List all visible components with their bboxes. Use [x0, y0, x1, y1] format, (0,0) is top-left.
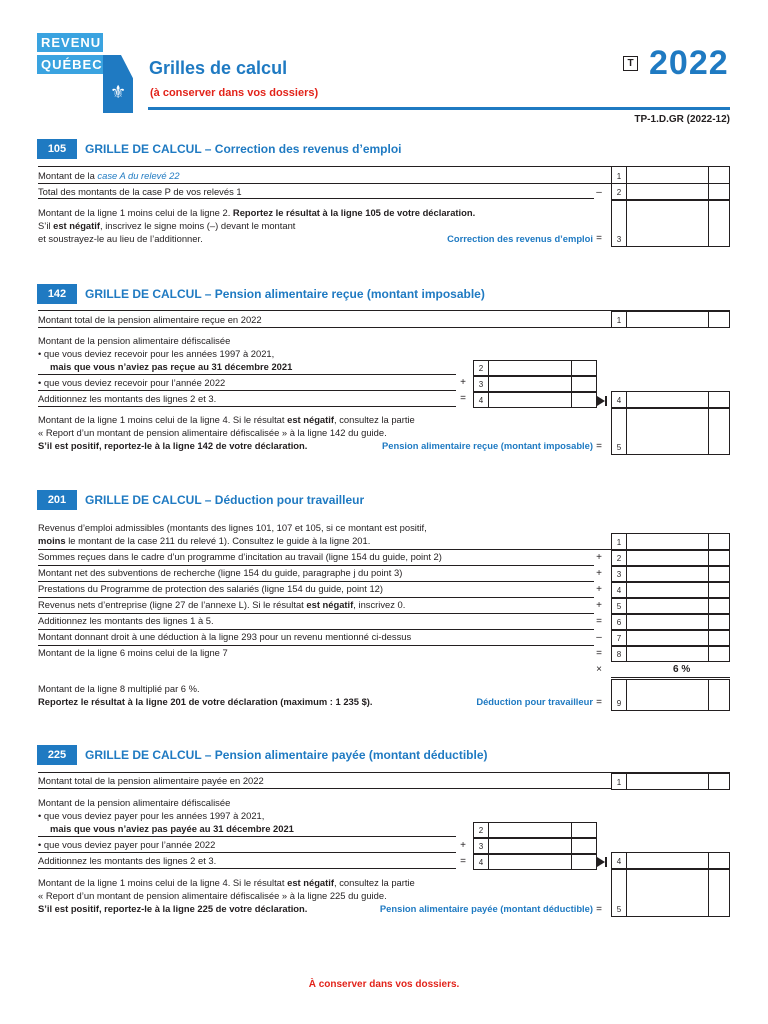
s225-line5-field[interactable]: 5	[611, 869, 730, 917]
form-code: TP-1.D.GR (2022-12)	[634, 114, 730, 125]
row-rule	[38, 374, 456, 375]
s225-line1-field[interactable]: 1	[611, 773, 730, 790]
equals-sign: =	[596, 441, 602, 452]
row-rule	[38, 788, 611, 789]
s142-line2b: mais que vous n’aviez pas reçue au 31 décembre 2021	[50, 361, 293, 372]
s225-line3-field[interactable]: 3	[473, 838, 597, 854]
rate-rule	[611, 677, 730, 678]
s201-line6-field[interactable]: 6	[611, 614, 730, 630]
logo-line1: REVENU	[37, 33, 103, 52]
s142-line1-label: Montant total de la pension alimentaire reçue en 2022	[38, 314, 262, 325]
s225-line4-label: Additionnez les montants des lignes 2 et 3.	[38, 855, 217, 866]
section-number: 142	[37, 284, 77, 304]
equals-sign: =	[460, 856, 466, 867]
arrow-bar	[605, 857, 607, 867]
equals-sign: =	[596, 697, 602, 708]
s201-line9-field[interactable]: 9	[611, 679, 730, 711]
s105-line3c: et soustrayez-le au lieu de l’additionner.	[38, 233, 203, 244]
s105-line3-result-label: Correction des revenus d’emploi	[447, 233, 593, 244]
s142-line3-label: • que vous deviez recevoir pour l’année 2022	[38, 377, 226, 388]
section-number: 225	[37, 745, 77, 765]
header-rule	[148, 107, 730, 110]
times-sign: ×	[596, 664, 602, 675]
row-rule	[38, 327, 611, 328]
form-year: 2022	[649, 44, 729, 82]
page-title: Grilles de calcul	[149, 58, 288, 78]
s225-line3-label: • que vous deviez payer pour l’année 2022	[38, 839, 216, 850]
section-142-header	[37, 284, 485, 304]
row-rule	[38, 390, 456, 391]
s201-line7-label: Montant donnant droit à une déduction à la ligne 293 pour un revenu mentionné ci-dessus	[38, 631, 412, 642]
s142-line5-field[interactable]: 5	[611, 408, 730, 455]
s201-line5-label: Revenus nets d’entreprise (ligne 27 de l’annexe L). Si le résultat est négatif, inscrivez 0.	[38, 599, 406, 610]
s225-line4-field[interactable]: 4	[473, 854, 597, 870]
plus-sign: +	[596, 552, 602, 563]
s225-line4-total-field[interactable]: 4	[611, 852, 730, 869]
s142-line5b: « Report d’un montant de pension alimentaire défiscalisée » à la ligne 142 du guide.	[38, 427, 387, 438]
row-rule	[38, 406, 456, 407]
s225-line2b: mais que vous n’aviez pas payée au 31 décembre 2021	[50, 823, 294, 834]
s201-line1-field[interactable]: 1	[611, 533, 730, 550]
s201-line8-label: Montant de la ligne 6 moins celui de la ligne 7	[38, 647, 228, 658]
row-rule	[38, 629, 594, 630]
s201-line9-result-label: Déduction pour travailleur	[476, 696, 593, 707]
s142-line4-total-field[interactable]: 4	[611, 391, 730, 408]
equals-sign: =	[596, 904, 602, 915]
row-rule	[38, 852, 456, 853]
equals-sign: =	[596, 648, 602, 659]
s142-line1-field[interactable]: 1	[611, 311, 730, 328]
row-rule	[38, 645, 594, 646]
s105-line3b: S’il est négatif, inscrivez le signe moins (–) devant le montant	[38, 220, 296, 231]
t-box: T	[623, 56, 638, 71]
plus-sign: +	[460, 840, 466, 851]
revenu-quebec-logo	[37, 33, 134, 113]
plus-sign: +	[460, 377, 466, 388]
s201-rate: 6 %	[673, 664, 691, 675]
s225-def-label: Montant de la pension alimentaire défiscalisée	[38, 797, 231, 808]
s201-line1b: moins le montant de la case 211 du relevé 1). Consultez le guide à la ligne 201.	[38, 535, 371, 546]
s225-line5c: S’il est positif, reportez-le à la ligne 225 de votre déclaration.	[38, 903, 308, 914]
s142-line5-result-label: Pension alimentaire reçue (montant imposable)	[382, 440, 593, 451]
section-number: 201	[37, 490, 77, 510]
s142-line2-field[interactable]: 2	[473, 360, 597, 376]
fleur-de-lis-icon: ⚜	[110, 82, 127, 102]
s201-line3-field[interactable]: 3	[611, 566, 730, 582]
section-title: GRILLE DE CALCUL – Correction des revenus d’emploi	[85, 142, 402, 156]
arrow-bar	[605, 396, 607, 406]
s201-line6-label: Additionnez les montants des lignes 1 à 5.	[38, 615, 214, 626]
s201-line2-label: Sommes reçues dans le cadre d’un programme d’incitation au travail (ligne 154 du guide, point 2)	[38, 551, 442, 562]
row-rule	[38, 868, 456, 869]
s201-line9a: Montant de la ligne 8 multiplié par 6 %.	[38, 683, 200, 694]
s105-line2-label: Total des montants de la case P de vos relevés 1	[38, 186, 242, 197]
section-number: 105	[37, 139, 77, 159]
row-rule	[38, 198, 594, 199]
section-title: GRILLE DE CALCUL – Pension alimentaire payée (montant déductible)	[85, 748, 488, 762]
s142-line3-field[interactable]: 3	[473, 376, 597, 392]
s201-line3-label: Montant net des subventions de recherche (ligne 154 du guide, paragraphe j du point 3)	[38, 567, 403, 578]
s201-line9b: Reportez le résultat à la ligne 201 de votre déclaration (maximum : 1 235 $).	[38, 696, 373, 707]
s225-line1-label: Montant total de la pension alimentaire payée en 2022	[38, 775, 264, 786]
section-201-header	[37, 490, 364, 510]
s201-line2-field[interactable]: 2	[611, 550, 730, 566]
row-rule	[38, 549, 611, 550]
plus-sign: +	[596, 568, 602, 579]
row-rule	[38, 565, 594, 566]
s201-line5-field[interactable]: 5	[611, 598, 730, 614]
s142-def-label: Montant de la pension alimentaire défiscalisée	[38, 335, 231, 346]
minus-sign: –	[596, 632, 602, 643]
s201-line4-label: Prestations du Programme de protection des salariés (ligne 154 du guide, point 12)	[38, 583, 383, 594]
plus-sign: +	[596, 584, 602, 595]
section-105-header	[37, 139, 402, 159]
s225-line5-result-label: Pension alimentaire payée (montant déductible)	[379, 903, 593, 914]
section-225-header	[37, 745, 488, 765]
equals-sign: =	[596, 233, 602, 244]
minus-sign: –	[596, 187, 602, 198]
s201-line1a: Revenus d’emploi admissibles (montants des lignes 101, 107 et 105, si ce montant est positif,	[38, 522, 427, 533]
s105-line3-field[interactable]: 3	[611, 200, 730, 247]
row-rule	[38, 183, 611, 184]
s225-line5a: Montant de la ligne 1 moins celui de la ligne 4. Si le résultat est négatif, consultez la partie	[38, 877, 415, 888]
s201-line8-field[interactable]: 8	[611, 646, 730, 662]
row-rule	[38, 597, 594, 598]
s142-line2a: • que vous deviez recevoir pour les années 1997 à 2021,	[38, 348, 275, 359]
row-rule	[38, 836, 456, 837]
s142-line5c: S’il est positif, reportez-le à la ligne 142 de votre déclaration.	[38, 440, 308, 451]
s105-line1-label: Montant de la case A du relevé 22	[38, 170, 180, 181]
s225-line2a: • que vous deviez payer pour les années 1997 à 2021,	[38, 810, 265, 821]
s142-line4-field[interactable]: 4	[473, 392, 597, 408]
page-subtitle: (à conserver dans vos dossiers)	[150, 87, 319, 99]
s201-line4-field[interactable]: 4	[611, 582, 730, 598]
plus-sign: +	[596, 600, 602, 611]
equals-sign: =	[460, 393, 466, 404]
arrow-right-icon	[597, 857, 605, 867]
footer-note: À conserver dans vos dossiers.	[308, 979, 460, 990]
s225-line5b: « Report d’un montant de pension alimentaire défiscalisée » à la ligne 225 du guide.	[38, 890, 387, 901]
s105-line3a: Montant de la ligne 1 moins celui de la ligne 2. Reportez le résultat à la ligne 105 de votre déclaration.	[38, 207, 476, 218]
section-title: GRILLE DE CALCUL – Pension alimentaire reçue (montant imposable)	[85, 287, 485, 301]
row-rule	[38, 613, 594, 614]
s105-line2-field[interactable]: 2	[611, 183, 730, 200]
s142-line5a: Montant de la ligne 1 moins celui de la ligne 4. Si le résultat est négatif, consultez la partie	[38, 414, 415, 425]
s142-line4-label: Additionnez les montants des lignes 2 et 3.	[38, 393, 217, 404]
arrow-right-icon	[597, 396, 605, 406]
section-title: GRILLE DE CALCUL – Déduction pour travailleur	[85, 493, 365, 507]
s201-line7-field[interactable]: 7	[611, 630, 730, 646]
s225-line2-field[interactable]: 2	[473, 822, 597, 838]
logo-line2: QUÉBEC	[37, 55, 103, 74]
row-rule	[38, 581, 594, 582]
equals-sign: =	[596, 616, 602, 627]
s105-line1-field[interactable]: 1	[611, 166, 730, 184]
